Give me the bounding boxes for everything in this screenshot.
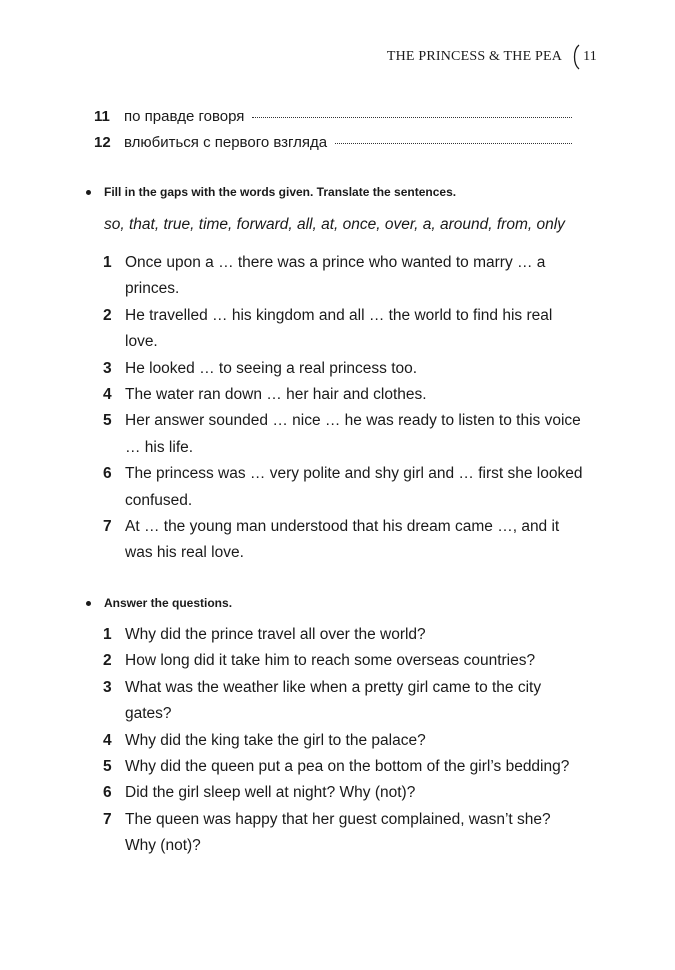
list-item: [103, 382, 583, 408]
item-number: 2: [103, 652, 112, 670]
task-instruction: Answer the questions.: [104, 596, 233, 610]
fill-gaps-list: [103, 250, 583, 567]
list-item: [103, 514, 583, 567]
item-text: He travelled … his kingdom and all … the world to find his real love.: [125, 306, 553, 351]
page-number: 11: [583, 49, 597, 64]
item-number: 7: [103, 518, 112, 536]
item-text: What was the weather like when a pretty girl came to the city gates?: [125, 678, 542, 723]
item-number: 5: [103, 412, 112, 430]
list-item: [103, 728, 583, 754]
item-number: 3: [103, 359, 112, 377]
item-text: Why did the prince travel all over the world?: [125, 626, 426, 643]
item-number: 1: [103, 626, 112, 643]
item-number: 4: [103, 731, 112, 749]
item-text: The princess was … very polite and shy girl and … first she looked confused.: [125, 465, 583, 509]
list-item: [103, 356, 583, 382]
list-item: [103, 622, 583, 648]
bracket-ornament-icon: [572, 44, 581, 70]
vocab-item: [94, 134, 572, 151]
book-title: THE PRINCESS & THE PEA: [386, 49, 563, 64]
item-number: 4: [103, 386, 112, 404]
item-text: Why did the queen put a pea on the bottom of the girl’s bedding?: [125, 758, 570, 776]
task-heading-answer-questions: [86, 596, 232, 610]
list-item: [103, 754, 583, 780]
page-number-ornament: [572, 44, 597, 70]
item-text: The queen was happy that her guest complained, wasn’t she? Why (not)?: [125, 810, 551, 855]
item-text: Once upon a … there was a prince who wanted to marry … a princes.: [125, 254, 546, 298]
list-item: [103, 807, 583, 860]
item-text: Her answer sounded … nice … he was ready to listen to this voice … his life.: [125, 412, 581, 456]
answer-dotted-line: [252, 117, 572, 118]
vocab-number: 11: [94, 108, 110, 125]
item-number: 5: [103, 758, 112, 776]
item-text: At … the young man understood that his dream came …, and it was his real love.: [125, 518, 560, 562]
item-number: 3: [103, 678, 112, 696]
item-number: 1: [103, 254, 112, 271]
list-item: [103, 648, 583, 674]
item-text: Did the girl sleep well at night? Why (not)?: [125, 784, 416, 802]
bullet-icon: [86, 190, 91, 195]
word-bank: so, that, true, time, forward, all, at, once, over, a, around, from, only: [104, 216, 565, 233]
item-number: 2: [103, 306, 112, 324]
task-instruction: Fill in the gaps with the words given. Translate the sentences.: [104, 185, 457, 199]
list-item: [103, 303, 583, 356]
answer-dotted-line: [335, 143, 572, 144]
task-heading-fill-gaps: [86, 185, 456, 199]
item-number: 6: [103, 784, 112, 802]
list-item: [103, 675, 583, 728]
vocab-number: 12: [94, 134, 111, 151]
bullet-icon: [86, 601, 91, 606]
running-header: [387, 44, 597, 70]
item-text: How long did it take him to reach some overseas countries?: [125, 652, 536, 670]
item-text: The water ran down … her hair and clothes.: [125, 386, 427, 404]
vocab-item: [94, 108, 572, 125]
item-text: Why did the king take the girl to the palace?: [125, 731, 426, 749]
vocab-phrase: влюбиться с первого взгляда: [124, 134, 328, 151]
item-number: 6: [103, 465, 112, 483]
item-text: He looked … to seeing a real princess too.: [125, 359, 418, 377]
list-item: [103, 461, 583, 514]
questions-list: [103, 622, 583, 860]
item-number: 7: [103, 810, 112, 828]
list-item: [103, 250, 583, 303]
vocab-phrase: по правде говоря: [124, 108, 245, 125]
list-item: [103, 780, 583, 806]
list-item: [103, 408, 583, 461]
